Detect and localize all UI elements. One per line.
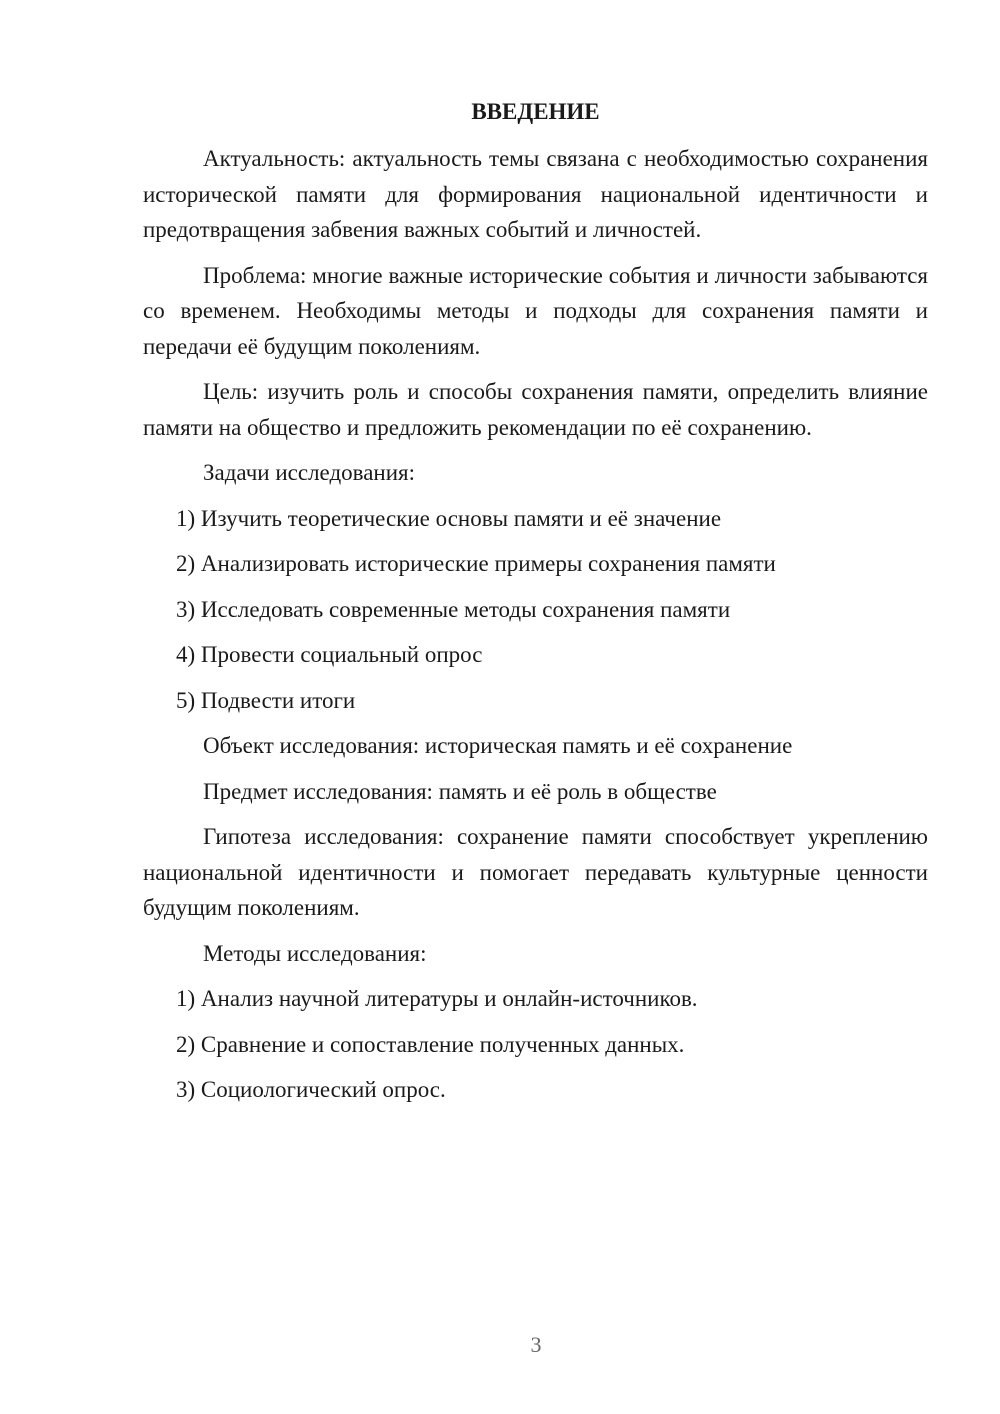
- task-item: 2) Анализировать исторические примеры сохранения памяти: [176, 551, 776, 576]
- task-item: 5) Подвести итоги: [176, 687, 356, 713]
- page-content: [143, 94, 928, 1118]
- task-item: 3) Исследовать современные методы сохранения памяти: [176, 596, 731, 622]
- method-item: 2) Сравнение и сопоставление полученных данных.: [176, 1031, 685, 1057]
- task-item: 1) Изучить теоретические основы памяти и её значение: [176, 505, 722, 531]
- relevance-paragraph: Актуальность: актуальность темы связана с необходимостью сохранения исторической памяти для формирования национальной идентичности и предотвращения забвения важных событий и личностей.: [143, 146, 928, 242]
- section-title: ВВЕДЕНИЕ: [471, 99, 600, 124]
- goal-paragraph: Цель: изучить роль и способы сохранения памяти, определить влияние памяти на общество и предложить рекомендации по её сохранению.: [143, 379, 928, 440]
- hypothesis-paragraph: Гипотеза исследования: сохранение памяти способствует укреплению национальной идентичности и помогает передавать культурные ценности будущим поколениям.: [143, 824, 928, 920]
- problem-paragraph: Проблема: многие важные исторические события и личности забываются со временем. Необходимы методы и подходы для сохранения памяти и передачи её будущим поколениям.: [143, 262, 928, 359]
- methods-heading: Методы исследования:: [203, 940, 427, 966]
- tasks-heading: Задачи исследования:: [203, 460, 416, 485]
- page-number: 3: [530, 1332, 542, 1357]
- method-item: 1) Анализ научной литературы и онлайн-источников.: [176, 986, 698, 1011]
- research-subject: Предмет исследования: память и её роль в обществе: [203, 778, 717, 804]
- method-item: 3) Социологический опрос.: [176, 1077, 446, 1102]
- task-item: 4) Провести социальный опрос: [176, 642, 483, 667]
- research-object: Объект исследования: историческая память и её сохранение: [203, 733, 793, 758]
